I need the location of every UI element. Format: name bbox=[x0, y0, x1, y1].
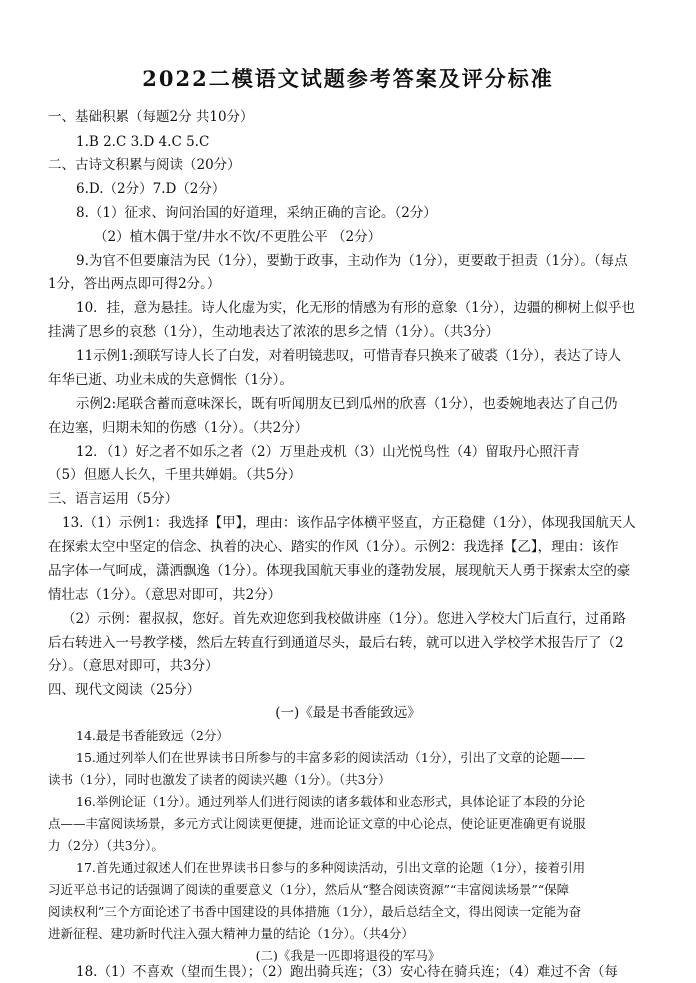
section-heading-2: 二、古诗文积累与阅读（20分） bbox=[48, 157, 241, 173]
answer-line: （2）示例：翟叔叔，您好。首先欢迎您到我校做讲座（1分）。您进入学校大门后直行，过甬路 bbox=[62, 611, 626, 627]
answer-line: 13.（1）示例1：我选择【甲】，理由：该作品字体横平竖直，方正稳健（1分），体现我国航天人 bbox=[62, 515, 636, 531]
answer-line: 1.B 2.C 3.D 4.C 5.C bbox=[76, 134, 210, 150]
answer-line: 14.最是书香能致远（2分） bbox=[76, 728, 229, 743]
section-heading-1: 一、基础积累（每题2分 共10分） bbox=[48, 109, 254, 125]
answer-line: 习近平总书记的话强调了阅读的重要意义（1分），然后从“整合阅读资源”“丰富阅读场景”“保障 bbox=[48, 882, 570, 897]
answer-line: 分）。（意思对即可，共3分） bbox=[48, 658, 219, 674]
section-heading-4: 四、现代文阅读（25分） bbox=[48, 682, 201, 698]
section-heading-3: 三、语言运用（5分） bbox=[48, 491, 179, 507]
answer-line: 示例2:尾联含蓄而意味深长，既有听闻朋友已到瓜州的欣喜（1分），也委婉地表达了自己仍 bbox=[76, 396, 618, 412]
answer-line: 力（2分）（共3分）。 bbox=[48, 838, 164, 853]
answer-line: 18.（1）不喜欢（望而生畏）；（2）跑出骑兵连；（3）安心待在骑兵连；（4）难过不舍（每 bbox=[76, 964, 618, 980]
answer-line: 12．（1）好之者不如乐之者（2）万里赴戎机（3）山光悦鸟性（4）留取丹心照汗青 bbox=[76, 444, 580, 460]
answer-line: 情壮志（1分）。（意思对即可，共2分） bbox=[48, 587, 282, 603]
answer-line: 在探索太空中坚定的信念、执着的决心、踏实的作风（1分）。示例2：我选择【乙】，理由：该作 bbox=[48, 539, 619, 555]
answer-line: 16.举例论证（1分）。通过列举人们进行阅读的诸多载体和业态形式，具体论证了本段的分论 bbox=[76, 794, 586, 809]
answer-line: 6.D.（2分）7.D（2分） bbox=[76, 181, 226, 197]
answer-line: 1分，答出两点即可得2分。） bbox=[48, 276, 221, 292]
answer-line: 进新征程、建功新时代注入强大精神力量的结论（1分）。（共4分） bbox=[48, 926, 414, 941]
answer-line: 11示例1:颈联写诗人长了白发，对着明镜悲叹，可惜青春只换来了破裘（1分），表达了诗人 bbox=[76, 348, 622, 364]
document-title: 2022二模语文试题参考答案及评分标准 bbox=[142, 66, 554, 91]
subsection-title-1: (一)《最是书香能致远》 bbox=[275, 705, 421, 721]
answer-line: 品字体一气呵成，潇洒飘逸（1分）。体现我国航天事业的蓬勃发展，展现航天人勇于探索太空的豪 bbox=[48, 563, 631, 579]
subsection-title-2: (二)《我是一匹即将退役的军马》 bbox=[255, 948, 441, 963]
answer-line: 点——丰富阅读场景，多元方式让阅读更便捷，进而论证文章的中心论点，使论证更准确更有说服 bbox=[48, 816, 586, 831]
answer-line: 8.（1）征求、询问治国的好道理，采纳正确的言论。（2分） bbox=[76, 205, 437, 221]
answer-line: 10．挂，意为悬挂。诗人化虚为实，化无形的情感为有形的意象（1分），边疆的柳树上似乎也 bbox=[76, 300, 636, 316]
answer-line: 阅读权利”三个方面论述了书香中国建设的具体措施（1分），最后总结全文，得出阅读一定能为奋 bbox=[48, 904, 582, 919]
answer-line: （2）植木偶于堂/井水不饮/不更胜公平 （2分） bbox=[94, 229, 382, 245]
answer-line: 在边塞，归期未知的伤感（1分）。（共2分） bbox=[48, 420, 309, 436]
answer-line: 15.通过列举人们在世界读书日所参与的丰富多彩的阅读活动（1分），引出了文章的论题—— bbox=[76, 750, 586, 765]
answer-line: 17.首先通过叙述人们在世界读书日参与的多种阅读活动，引出文章的论题（1分），接着引用 bbox=[76, 860, 586, 875]
answer-line: 9.为官不但要廉洁为民（1分），要勤于政事，主动作为（1分），更要敢于担责（1分）。（每点 bbox=[76, 253, 628, 269]
answer-line: 读书（1分），同时也激发了读者的阅读兴趣（1分）。（共3分） bbox=[48, 772, 391, 787]
answer-line: 后右转进入一号教学楼，然后左转直行到通道尽头，最后右转，就可以进入学校学术报告厅了（2 bbox=[48, 635, 624, 651]
answer-line: 年华已逝、功业未成的失意惆怅（1分）。 bbox=[48, 372, 293, 388]
answer-line: （5）但愿人长久，千里共婵娟。（共5分） bbox=[48, 467, 302, 483]
answer-line: 挂满了思乡的哀愁（1分），生动地表达了浓浓的思乡之情（1分）。（共3分） bbox=[48, 324, 500, 340]
